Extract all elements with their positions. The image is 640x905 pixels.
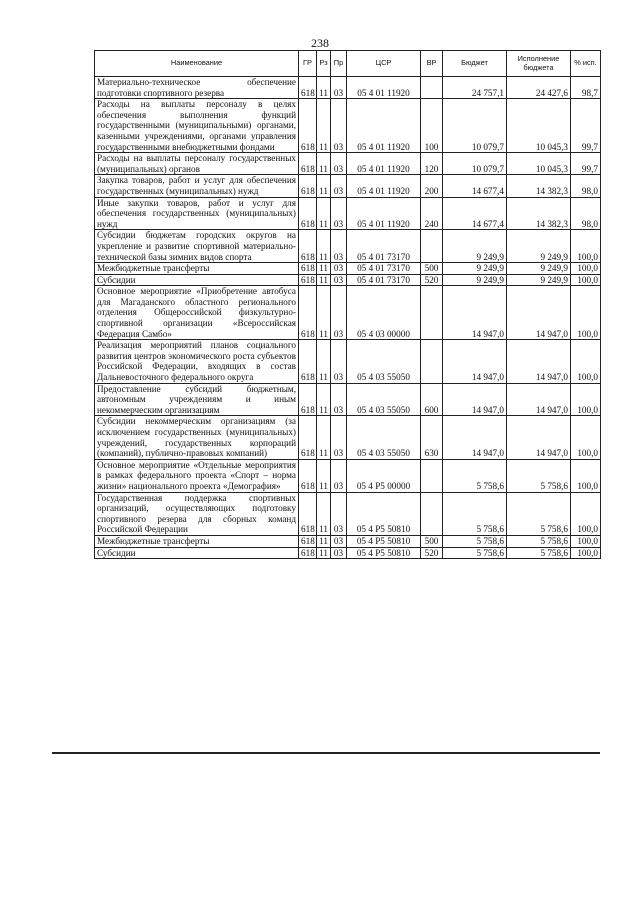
cell-gr: 618 [299, 197, 317, 230]
cell-percent: 100,0 [571, 459, 601, 492]
cell-vr: 100 [421, 99, 443, 153]
cell-csr: 05 4 03 55050 [347, 340, 421, 383]
cell-rz: 11 [317, 197, 331, 230]
cell-gr: 618 [299, 459, 317, 492]
cell-name: Реализация мероприятий планов социального развития центров экономического роста субъектов Российской Федерации, входящих в состав Дальневосточного федерального округа [95, 340, 299, 383]
table-row [95, 459, 601, 492]
cell-execution: 9 249,9 [507, 230, 571, 263]
cell-rz: 11 [317, 492, 331, 535]
cell-execution: 14 947,0 [507, 383, 571, 416]
cell-pr: 03 [331, 274, 347, 286]
cell-rz: 11 [317, 340, 331, 383]
cell-name: Межбюджетные трансферты [95, 535, 299, 547]
table-row [95, 383, 601, 416]
cell-pr: 03 [331, 197, 347, 230]
bottom-rule [52, 752, 600, 754]
cell-csr: 05 4 P5 50810 [347, 492, 421, 535]
cell-vr: 600 [421, 383, 443, 416]
cell-csr: 05 4 P5 50810 [347, 535, 421, 547]
cell-rz: 11 [317, 459, 331, 492]
cell-name: Материально-техническое обеспечение подготовки спортивного резерва [95, 77, 299, 99]
cell-gr: 618 [299, 535, 317, 547]
table-header-row [95, 51, 601, 77]
cell-execution: 14 382,3 [507, 175, 571, 197]
cell-vr: 200 [421, 175, 443, 197]
cell-budget: 9 249,9 [443, 263, 507, 275]
cell-vr [421, 492, 443, 535]
cell-budget: 14 677,4 [443, 197, 507, 230]
cell-execution: 10 045,3 [507, 99, 571, 153]
cell-rz: 11 [317, 416, 331, 459]
cell-percent: 100,0 [571, 383, 601, 416]
cell-percent: 99,7 [571, 153, 601, 175]
cell-vr [421, 286, 443, 340]
cell-budget: 5 758,6 [443, 547, 507, 559]
cell-percent: 100,0 [571, 286, 601, 340]
cell-name: Субсидии бюджетам городских округов на укрепление и развитие спортивной материально-технической базы зимних видов спорта [95, 230, 299, 263]
cell-rz: 11 [317, 77, 331, 99]
cell-budget: 14 947,0 [443, 416, 507, 459]
cell-pr: 03 [331, 383, 347, 416]
cell-gr: 618 [299, 230, 317, 263]
cell-pr: 03 [331, 175, 347, 197]
cell-name: Предоставление субсидий бюджетным, автономным учреждениям и иным некоммерческим организациям [95, 383, 299, 416]
cell-gr: 618 [299, 547, 317, 559]
cell-csr: 05 4 01 11920 [347, 175, 421, 197]
table-row [95, 286, 601, 340]
table-row [95, 492, 601, 535]
cell-vr: 500 [421, 535, 443, 547]
cell-csr: 05 4 01 11920 [347, 197, 421, 230]
cell-gr: 618 [299, 274, 317, 286]
cell-vr [421, 77, 443, 99]
cell-name: Основное мероприятие «Приобретение автобуса для Магаданского областного регионального отделения Общероссийской физкультурно-спортивной организации «Всероссийская Федерация Самбо» [95, 286, 299, 340]
cell-pr: 03 [331, 153, 347, 175]
cell-execution: 14 947,0 [507, 340, 571, 383]
cell-name: Основное мероприятие «Отдельные мероприятия в рамках федерального проекта «Спорт – норма жизни» национального проекта «Демография» [95, 459, 299, 492]
cell-percent: 98,0 [571, 175, 601, 197]
cell-rz: 11 [317, 286, 331, 340]
cell-pr: 03 [331, 535, 347, 547]
cell-pr: 03 [331, 263, 347, 275]
table-row [95, 535, 601, 547]
header-percent: % исп. [571, 51, 601, 77]
header-pr: Пр [331, 51, 347, 77]
cell-gr: 618 [299, 286, 317, 340]
cell-pr: 03 [331, 547, 347, 559]
table-row [95, 175, 601, 197]
cell-gr: 618 [299, 175, 317, 197]
cell-execution: 14 947,0 [507, 286, 571, 340]
cell-budget: 5 758,6 [443, 459, 507, 492]
cell-execution: 5 758,6 [507, 459, 571, 492]
cell-percent: 100,0 [571, 492, 601, 535]
cell-budget: 9 249,9 [443, 230, 507, 263]
table-row [95, 77, 601, 99]
header-budget: Бюджет [443, 51, 507, 77]
header-vr: ВР [421, 51, 443, 77]
cell-execution: 14 382,3 [507, 197, 571, 230]
header-gr: ГР [299, 51, 317, 77]
cell-budget: 10 079,7 [443, 153, 507, 175]
cell-vr: 520 [421, 274, 443, 286]
cell-rz: 11 [317, 383, 331, 416]
cell-name: Расходы на выплаты персоналу в целях обеспечения выполнения функций государственными (муниципальными) органами, казенными учреждениями, органами управления государственными внебюджетными фондами [95, 99, 299, 153]
cell-percent: 99,7 [571, 99, 601, 153]
cell-vr: 120 [421, 153, 443, 175]
cell-percent: 100,0 [571, 340, 601, 383]
cell-budget: 14 947,0 [443, 340, 507, 383]
table-row [95, 197, 601, 230]
header-rz: Рз [317, 51, 331, 77]
cell-pr: 03 [331, 459, 347, 492]
cell-budget: 14 677,4 [443, 175, 507, 197]
cell-csr: 05 4 03 00000 [347, 286, 421, 340]
cell-budget: 10 079,7 [443, 99, 507, 153]
cell-vr: 630 [421, 416, 443, 459]
cell-budget: 9 249,9 [443, 274, 507, 286]
cell-csr: 05 4 03 55050 [347, 383, 421, 416]
cell-rz: 11 [317, 535, 331, 547]
cell-gr: 618 [299, 383, 317, 416]
cell-pr: 03 [331, 230, 347, 263]
cell-name: Субсидии некоммерческим организациям (за исключением государственных (муниципальных) учреждений, государственных корпораций (компаний), публично-правовых компаний) [95, 416, 299, 459]
header-name: Наименование [95, 51, 299, 77]
table-row [95, 230, 601, 263]
cell-name: Закупка товаров, работ и услуг для обеспечения государственных (муниципальных) нужд [95, 175, 299, 197]
cell-gr: 618 [299, 153, 317, 175]
cell-budget: 14 947,0 [443, 286, 507, 340]
header-execution: Исполнение бюджета [507, 51, 571, 77]
cell-pr: 03 [331, 492, 347, 535]
cell-vr [421, 459, 443, 492]
cell-pr: 03 [331, 416, 347, 459]
cell-gr: 618 [299, 492, 317, 535]
cell-rz: 11 [317, 230, 331, 263]
cell-name: Субсидии [95, 547, 299, 559]
cell-percent: 98,0 [571, 197, 601, 230]
cell-percent: 98,7 [571, 77, 601, 99]
cell-csr: 05 4 03 55050 [347, 416, 421, 459]
cell-csr: 05 4 01 73170 [347, 230, 421, 263]
cell-budget: 24 757,1 [443, 77, 507, 99]
cell-gr: 618 [299, 416, 317, 459]
cell-pr: 03 [331, 99, 347, 153]
cell-pr: 03 [331, 77, 347, 99]
cell-pr: 03 [331, 340, 347, 383]
cell-gr: 618 [299, 263, 317, 275]
cell-vr: 520 [421, 547, 443, 559]
cell-vr [421, 340, 443, 383]
cell-budget: 14 947,0 [443, 383, 507, 416]
cell-name: Межбюджетные трансферты [95, 263, 299, 275]
cell-percent: 100,0 [571, 230, 601, 263]
cell-name: Государственная поддержка спортивных организаций, осуществляющих подготовку спортивного резерва для сборных команд Российской Федерации [95, 492, 299, 535]
table-row [95, 263, 601, 275]
cell-execution: 5 758,6 [507, 547, 571, 559]
header-csr: ЦСР [347, 51, 421, 77]
cell-rz: 11 [317, 547, 331, 559]
table-row [95, 340, 601, 383]
cell-vr [421, 230, 443, 263]
cell-execution: 5 758,6 [507, 492, 571, 535]
budget-table [94, 50, 601, 559]
cell-rz: 11 [317, 274, 331, 286]
cell-execution: 14 947,0 [507, 416, 571, 459]
cell-vr: 240 [421, 197, 443, 230]
cell-csr: 05 4 P5 00000 [347, 459, 421, 492]
cell-percent: 100,0 [571, 274, 601, 286]
cell-csr: 05 4 01 11920 [347, 77, 421, 99]
cell-budget: 5 758,6 [443, 492, 507, 535]
cell-execution: 24 427,6 [507, 77, 571, 99]
cell-execution: 5 758,6 [507, 535, 571, 547]
cell-name: Расходы на выплаты персоналу государственных (муниципальных) органов [95, 153, 299, 175]
cell-percent: 100,0 [571, 535, 601, 547]
cell-csr: 05 4 P5 50810 [347, 547, 421, 559]
cell-execution: 9 249,9 [507, 274, 571, 286]
cell-csr: 05 4 01 11920 [347, 99, 421, 153]
table-row [95, 99, 601, 153]
cell-rz: 11 [317, 153, 331, 175]
cell-csr: 05 4 01 11920 [347, 153, 421, 175]
table-row [95, 153, 601, 175]
cell-vr: 500 [421, 263, 443, 275]
cell-percent: 100,0 [571, 263, 601, 275]
cell-csr: 05 4 01 73170 [347, 263, 421, 275]
cell-pr: 03 [331, 286, 347, 340]
table-row [95, 274, 601, 286]
cell-csr: 05 4 01 73170 [347, 274, 421, 286]
page-number: 238 [311, 36, 329, 50]
table-body [95, 77, 601, 559]
cell-percent: 100,0 [571, 547, 601, 559]
cell-gr: 618 [299, 77, 317, 99]
cell-percent: 100,0 [571, 416, 601, 459]
cell-budget: 5 758,6 [443, 535, 507, 547]
table-row [95, 547, 601, 559]
cell-rz: 11 [317, 263, 331, 275]
cell-name: Субсидии [95, 274, 299, 286]
cell-execution: 9 249,9 [507, 263, 571, 275]
cell-gr: 618 [299, 99, 317, 153]
table-row [95, 416, 601, 459]
cell-execution: 10 045,3 [507, 153, 571, 175]
cell-rz: 11 [317, 99, 331, 153]
cell-gr: 618 [299, 340, 317, 383]
cell-name: Иные закупки товаров, работ и услуг для обеспечения государственных (муниципальных) нужд [95, 197, 299, 230]
cell-rz: 11 [317, 175, 331, 197]
